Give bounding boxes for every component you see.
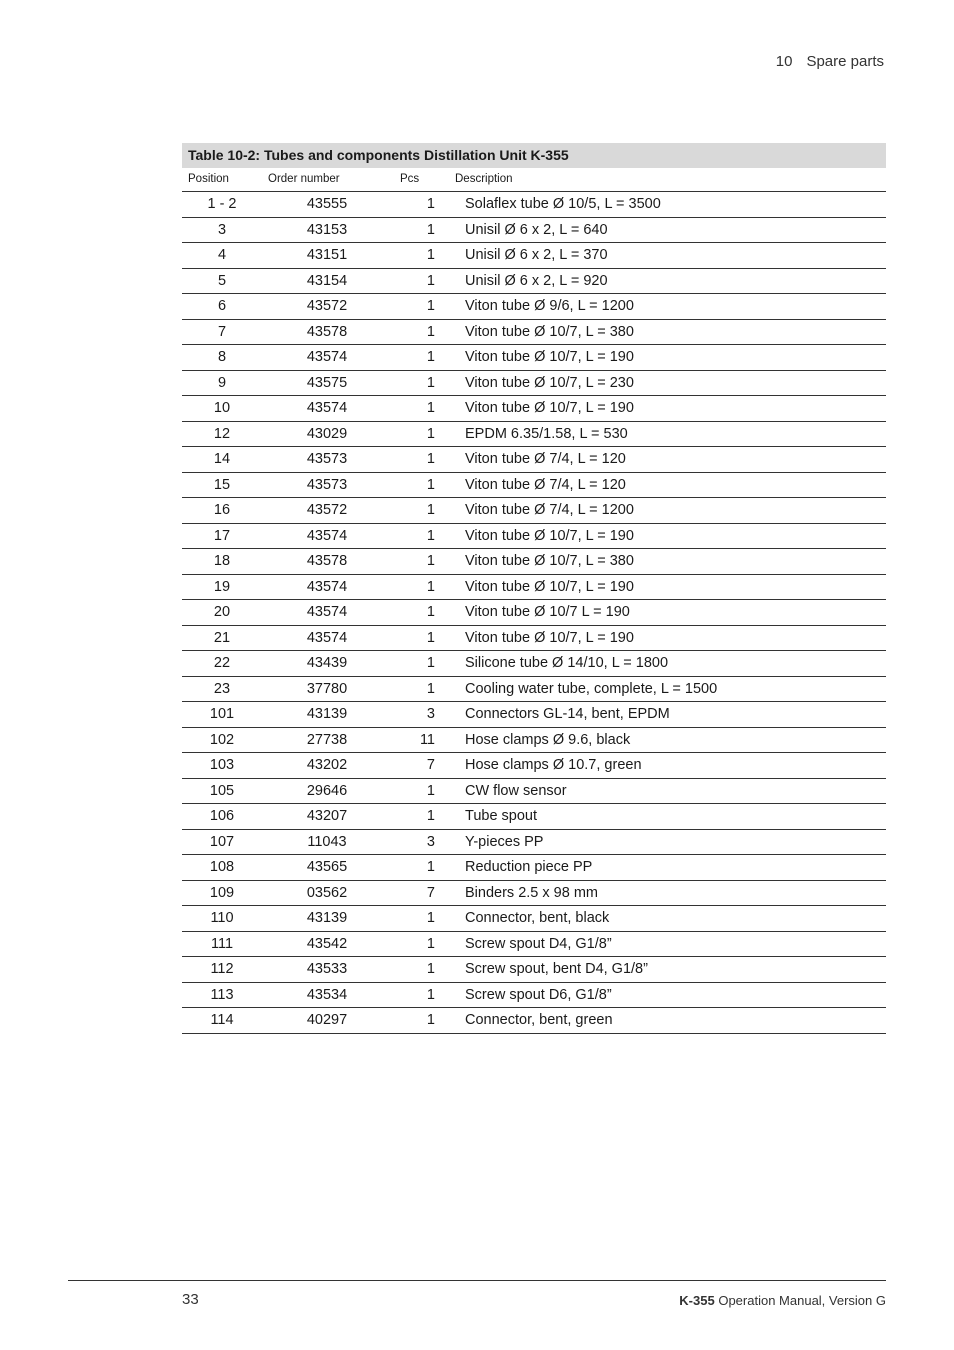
cell-description: Y-pieces PP xyxy=(465,833,544,850)
cell-pcs: 1 xyxy=(426,247,435,263)
cell-position: 10 xyxy=(213,400,231,416)
cell-position: 101 xyxy=(209,706,235,722)
cell-description: Viton tube Ø 10/7, L = 190 xyxy=(465,349,634,365)
cell-position: 20 xyxy=(213,604,231,620)
table-title: Table 10-2: Tubes and components Distillation Unit K-355 xyxy=(182,143,886,168)
cell-pcs: 1 xyxy=(426,400,435,416)
table-row xyxy=(182,422,886,448)
table-row xyxy=(182,830,886,856)
cell-order-number: 43574 xyxy=(306,578,348,595)
table-row xyxy=(182,524,886,550)
cell-order-number: 43574 xyxy=(306,400,348,416)
cell-position: 22 xyxy=(213,655,231,671)
cell-position: 103 xyxy=(209,757,235,773)
table-row xyxy=(182,218,886,244)
cell-order-number: 43533 xyxy=(306,961,348,977)
cell-position: 14 xyxy=(213,451,231,467)
cell-pcs: 1 xyxy=(426,629,435,646)
cell-position: 108 xyxy=(209,859,235,875)
cell-pcs: 7 xyxy=(426,757,435,773)
footer-rule xyxy=(68,1280,886,1281)
table-row xyxy=(182,320,886,346)
cell-order-number: 43572 xyxy=(306,298,348,314)
table-row xyxy=(182,473,886,499)
cell-order-number: 43578 xyxy=(306,553,348,569)
table-row xyxy=(182,906,886,932)
cell-order-number: 43574 xyxy=(306,629,348,646)
spare-parts-table xyxy=(182,143,886,1034)
cell-pcs: 1 xyxy=(426,349,435,365)
table-row xyxy=(182,447,886,473)
cell-description: Unisil Ø 6 x 2, L = 640 xyxy=(465,221,608,238)
cell-order-number: 43573 xyxy=(306,451,348,467)
cell-description: Viton tube Ø 10/7, L = 190 xyxy=(465,527,634,544)
cell-description: EPDM 6.35/1.58, L = 530 xyxy=(465,425,628,442)
cell-order-number: 43153 xyxy=(306,221,348,238)
table-row xyxy=(182,1008,886,1034)
table-row xyxy=(182,804,886,830)
cell-position: 12 xyxy=(213,425,231,442)
cell-description: Unisil Ø 6 x 2, L = 920 xyxy=(465,272,608,289)
cell-position: 15 xyxy=(213,476,231,493)
cell-position: 114 xyxy=(210,1012,234,1028)
cell-order-number: 03562 xyxy=(306,884,348,901)
cell-pcs: 1 xyxy=(426,425,435,442)
cell-position: 6 xyxy=(217,298,227,314)
cell-order-number: 43207 xyxy=(306,808,348,824)
cell-pcs: 7 xyxy=(426,884,435,901)
cell-position: 4 xyxy=(217,247,227,263)
cell-order-number: 43565 xyxy=(306,859,348,875)
cell-pcs: 1 xyxy=(426,323,435,340)
cell-description: CW flow sensor xyxy=(465,782,567,799)
cell-order-number: 43139 xyxy=(306,706,348,722)
table-row xyxy=(182,371,886,397)
cell-order-number: 43574 xyxy=(306,527,348,544)
cell-description: Connector, bent, black xyxy=(465,910,610,926)
cell-order-number: 43578 xyxy=(306,323,348,340)
cell-description: Hose clamps Ø 10.7, green xyxy=(465,757,642,773)
column-header-pcs: Pcs xyxy=(400,173,420,185)
cell-position: 107 xyxy=(209,833,235,850)
cell-order-number: 29646 xyxy=(306,782,348,799)
cell-description: Cooling water tube, complete, L = 1500 xyxy=(465,680,718,697)
cell-position: 110 xyxy=(210,910,234,926)
cell-pcs: 1 xyxy=(426,655,435,671)
cell-pcs: 1 xyxy=(426,961,435,977)
cell-description: Silicone tube Ø 14/10, L = 1800 xyxy=(465,655,669,671)
table-row xyxy=(182,396,886,422)
cell-pcs: 1 xyxy=(426,604,435,620)
cell-pcs: 1 xyxy=(426,374,435,391)
cell-order-number: 40297 xyxy=(306,1012,348,1028)
cell-pcs: 1 xyxy=(426,196,435,212)
table-row xyxy=(182,269,886,295)
cell-pcs: 11 xyxy=(419,731,435,748)
table-row xyxy=(182,855,886,881)
cell-position: 7 xyxy=(217,323,227,340)
footer-manual-title xyxy=(679,1293,886,1308)
table-row xyxy=(182,983,886,1009)
table-row xyxy=(182,677,886,703)
cell-order-number: 43534 xyxy=(306,986,348,1003)
cell-order-number: 43575 xyxy=(306,374,348,391)
table-row xyxy=(182,498,886,524)
cell-description: Screw spout, bent D4, G1/8” xyxy=(465,961,648,977)
page-header xyxy=(776,53,884,70)
cell-description: Unisil Ø 6 x 2, L = 370 xyxy=(465,247,608,263)
chapter-title: Spare parts xyxy=(806,53,884,70)
cell-order-number: 37780 xyxy=(306,680,348,697)
cell-pcs: 3 xyxy=(426,833,435,850)
table-row xyxy=(182,651,886,677)
cell-order-number: 43573 xyxy=(306,476,348,493)
cell-description: Viton tube Ø 7/4, L = 120 xyxy=(465,476,626,493)
cell-description: Connector, bent, green xyxy=(465,1012,613,1028)
column-header-description: Description xyxy=(455,173,513,185)
cell-position: 5 xyxy=(217,272,227,289)
table-row xyxy=(182,294,886,320)
cell-pcs: 1 xyxy=(426,680,435,697)
cell-description: Viton tube Ø 9/6, L = 1200 xyxy=(465,298,634,314)
cell-pcs: 1 xyxy=(426,1012,435,1028)
cell-description: Reduction piece PP xyxy=(465,859,593,875)
column-header-order-number: Order number xyxy=(268,173,340,185)
cell-position: 16 xyxy=(213,502,231,518)
cell-order-number: 43139 xyxy=(306,910,348,926)
cell-pcs: 3 xyxy=(426,706,435,722)
table-body xyxy=(182,192,886,1034)
cell-order-number: 43029 xyxy=(306,425,348,442)
table-row xyxy=(182,192,886,218)
cell-pcs: 1 xyxy=(426,298,435,314)
cell-pcs: 1 xyxy=(426,935,435,952)
table-row xyxy=(182,779,886,805)
cell-description: Tube spout xyxy=(465,808,538,824)
cell-pcs: 1 xyxy=(426,808,435,824)
table-row xyxy=(182,702,886,728)
cell-description: Binders 2.5 x 98 mm xyxy=(465,884,598,901)
table-row xyxy=(182,728,886,754)
cell-position: 109 xyxy=(209,884,235,901)
cell-description: Viton tube Ø 10/7, L = 190 xyxy=(465,578,634,595)
cell-description: Viton tube Ø 7/4, L = 120 xyxy=(465,451,626,467)
table-row xyxy=(182,753,886,779)
cell-pcs: 1 xyxy=(426,910,435,926)
cell-order-number: 43555 xyxy=(306,196,348,212)
cell-description: Viton tube Ø 10/7, L = 380 xyxy=(465,323,634,340)
cell-pcs: 1 xyxy=(426,451,435,467)
cell-position: 112 xyxy=(210,961,234,977)
cell-pcs: 1 xyxy=(426,476,435,493)
cell-position: 3 xyxy=(217,221,227,238)
table-row xyxy=(182,881,886,907)
cell-pcs: 1 xyxy=(426,859,435,875)
cell-pcs: 1 xyxy=(426,221,435,238)
cell-description: Viton tube Ø 10/7, L = 380 xyxy=(465,553,634,569)
table-row xyxy=(182,600,886,626)
cell-pcs: 1 xyxy=(426,527,435,544)
cell-description: Screw spout D4, G1/8” xyxy=(465,935,612,952)
cell-position: 105 xyxy=(209,782,235,799)
table-row xyxy=(182,932,886,958)
cell-description: Screw spout D6, G1/8” xyxy=(465,986,612,1003)
cell-position: 17 xyxy=(213,527,231,544)
cell-order-number: 43572 xyxy=(306,502,348,518)
table-row xyxy=(182,549,886,575)
cell-order-number: 27738 xyxy=(306,731,348,748)
cell-position: 18 xyxy=(213,553,231,569)
cell-position: 19 xyxy=(213,578,231,595)
cell-order-number: 43154 xyxy=(306,272,348,289)
cell-order-number: 43151 xyxy=(306,247,348,263)
cell-pcs: 1 xyxy=(426,782,435,799)
cell-order-number: 11043 xyxy=(307,833,347,850)
table-row xyxy=(182,243,886,269)
manual-text: Operation Manual, Version G xyxy=(718,1293,886,1308)
table-row xyxy=(182,575,886,601)
cell-pcs: 1 xyxy=(426,578,435,595)
cell-description: Connectors GL-14, bent, EPDM xyxy=(465,706,670,722)
cell-description: Viton tube Ø 10/7, L = 230 xyxy=(465,374,634,391)
cell-position: 9 xyxy=(217,374,227,391)
cell-position: 102 xyxy=(209,731,235,748)
table-row xyxy=(182,626,886,652)
cell-position: 8 xyxy=(217,349,227,365)
table-header-row xyxy=(182,168,886,192)
cell-description: Viton tube Ø 7/4, L = 1200 xyxy=(465,502,634,518)
cell-description: Hose clamps Ø 9.6, black xyxy=(465,731,631,748)
cell-position: 21 xyxy=(213,629,231,646)
cell-order-number: 43439 xyxy=(306,655,348,671)
chapter-number: 10 xyxy=(775,53,793,70)
cell-order-number: 43574 xyxy=(306,349,348,365)
cell-position: 106 xyxy=(209,808,235,824)
cell-position: 113 xyxy=(210,986,234,1003)
table-row xyxy=(182,345,886,371)
cell-description: Solaflex tube Ø 10/5, L = 3500 xyxy=(465,196,661,212)
column-header-position: Position xyxy=(188,173,229,185)
cell-description: Viton tube Ø 10/7, L = 190 xyxy=(465,629,634,646)
product-name: K-355 xyxy=(679,1293,715,1308)
cell-pcs: 1 xyxy=(426,553,435,569)
cell-order-number: 43202 xyxy=(306,757,348,773)
cell-position: 1 - 2 xyxy=(207,196,237,212)
cell-description: Viton tube Ø 10/7 L = 190 xyxy=(465,604,630,620)
page-number: 33 xyxy=(182,1291,199,1308)
cell-order-number: 43542 xyxy=(306,935,348,952)
cell-order-number: 43574 xyxy=(306,604,348,620)
cell-position: 111 xyxy=(210,935,234,952)
cell-pcs: 1 xyxy=(426,502,435,518)
cell-pcs: 1 xyxy=(426,986,435,1003)
cell-pcs: 1 xyxy=(426,272,435,289)
table-row xyxy=(182,957,886,983)
cell-position: 23 xyxy=(213,680,231,697)
cell-description: Viton tube Ø 10/7, L = 190 xyxy=(465,400,634,416)
